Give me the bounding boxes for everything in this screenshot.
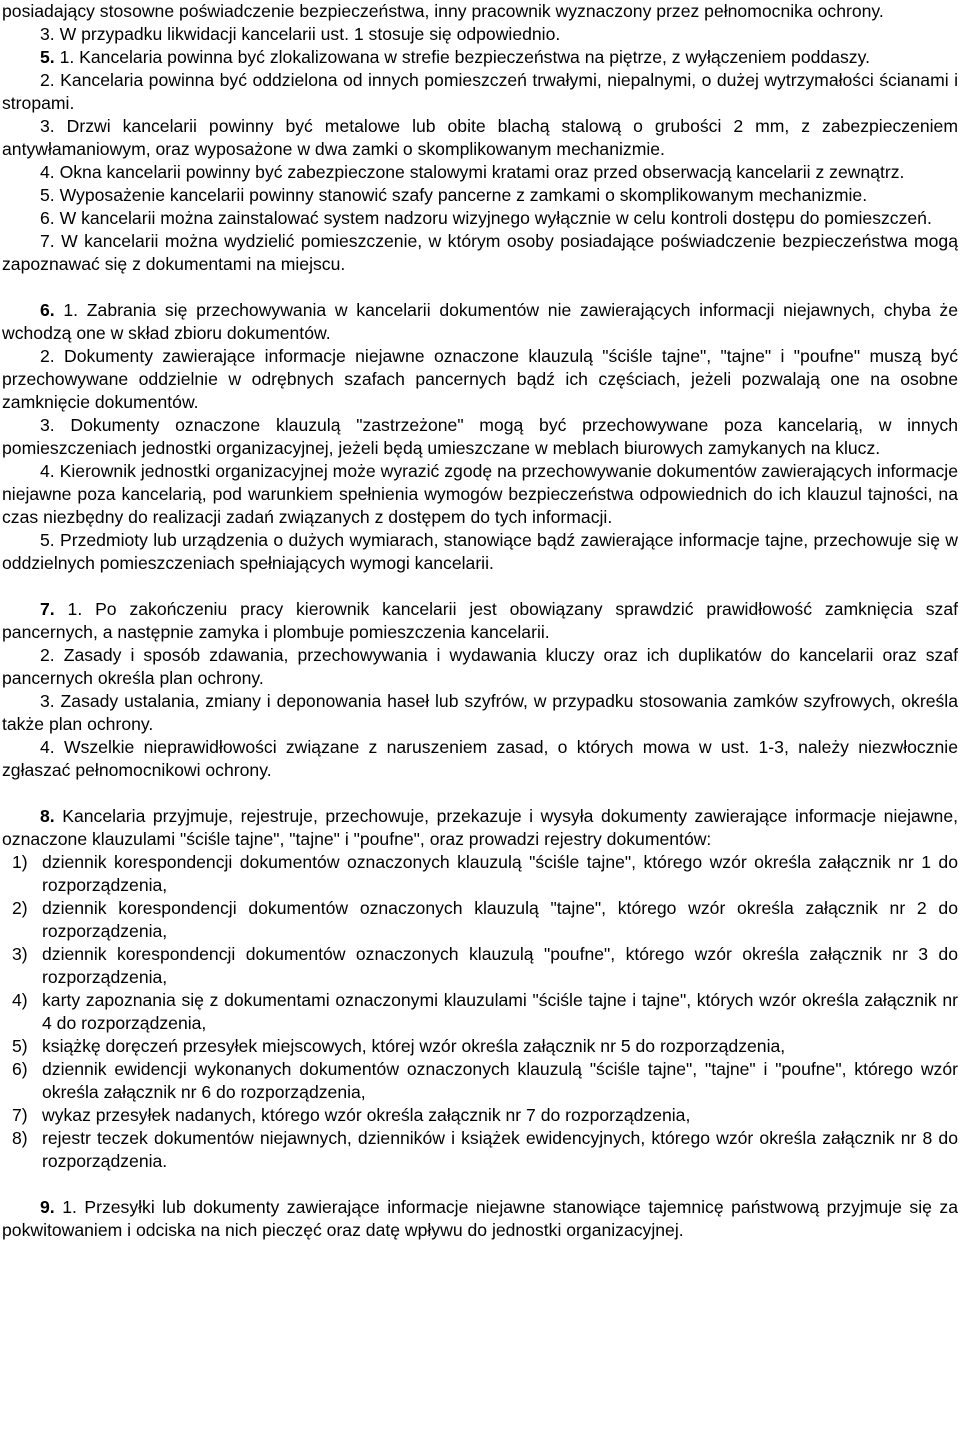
list-item-text: dziennik korespondencji dokumentów oznaczonych klauzulą "tajne", którego wzór określa załącznik nr 2 do rozporządzenia, [42,898,958,941]
paragraph [2,644,958,690]
list-item [2,851,958,897]
paragraph-text: Po zakończeniu pracy kierownik kancelarii jest obowiązany sprawdzić prawidłowość zamknięcia szaf pancernych, a następnie zamyka i plombuje pomieszczenia kancelarii. [2,599,958,642]
paragraph-text: Zasady ustalania, zmiany i deponowania haseł lub szyfrów, w przypadku stosowania zamków szyfrowych, określa także plan ochrony. [2,691,958,734]
list-item-number: 2) [12,898,28,918]
paragraph-text: Drzwi kancelarii powinny być metalowe lub obite blachą stalową o grubości 2 mm, z zabezpieczeniem antywłamaniowym, oraz wyposażone w dwa zamki o skomplikowanym mechanizmie. [2,116,958,159]
paragraph [2,414,958,460]
paragraph [2,598,958,644]
paragraph-text: Zabrania się przechowywania w kancelarii dokumentów nie zawierających informacji niejawnych, chyba że wchodzą one w skład zbioru dokumentów. [2,300,959,343]
paragraph [2,690,958,736]
paragraph [2,184,958,207]
paragraph-text: Kierownik jednostki organizacyjnej może wyrazić zgodę na przechowywanie dokumentów zawierających informacje niejawne poza kancelarią, pod warunkiem spełnienia wymogów bezpieczeństwa odpowiednich do ich klauzul tajności, na czas niezbędny do realizacji zadań związanych z dostępem do tych informacji. [2,461,958,527]
clause-number: 2. [40,70,55,90]
paragraph [2,345,958,414]
paragraph-text: Zasady i sposób zdawania, przechowywania i wydawania kluczy oraz ich duplikatów do kancelarii oraz szaf pancernych określa plan ochrony. [2,645,958,688]
clause-number: 2. [40,645,55,665]
list-item-text: dziennik korespondencji dokumentów oznaczonych klauzulą "poufne", którego wzór określa załącznik nr 3 do rozporządzenia, [42,944,958,987]
paragraph [2,115,958,161]
paragraph-text: Okna kancelarii powinny być zabezpieczone stalowymi kratami oraz przed obserwacją kancelarii z zewnątrz. [54,162,905,182]
clause-number: 3. [40,691,55,711]
paragraph-text: Dokumenty zawierające informacje niejawne oznaczone klauzulą "ściśle tajne", "tajne" i "poufne" muszą być przechowywane oddzielnie w odrębnych szafach pancernych bądź ich częściach, jeżeli pozwalają one na osobne zamknięcie dokumentów. [2,346,958,412]
clause-number: 3. [40,116,55,136]
section-number: 9. [40,1197,55,1217]
list-item-number: 6) [12,1059,28,1079]
list-item-text: dziennik korespondencji dokumentów oznaczonych klauzulą "ściśle tajne", którego wzór określa załącznik nr 1 do rozporządzenia, [42,852,958,895]
paragraph [2,1196,958,1242]
paragraph-text: W kancelarii można zainstalować system nadzoru wizyjnego wyłącznie w celu kontroli dostępu do pomieszczeń. [54,208,932,228]
section-spacer [2,276,958,299]
clause-number: 1. [54,300,79,320]
list-item-text: karty zapoznania się z dokumentami oznaczonymi klauzulami "ściśle tajne i tajne", których wzór określa załącznik nr 4 do rozporządzenia, [42,990,958,1033]
section-s7 [2,575,958,782]
document-page [2,0,958,1242]
section-spacer [2,782,958,805]
paragraph [2,46,958,69]
paragraph-text: posiadający stosowne poświadczenie bezpieczeństwa, inny pracownik wyznaczony przez pełnomocnika ochrony. [2,1,884,21]
section-s8 [2,782,958,1173]
paragraph-text: Przedmioty lub urządzenia o dużych wymiarach, stanowiące bądź zawierające informacje tajne, przechowuje się w oddzielnych pomieszczeniach spełniających wymogi kancelarii. [2,530,958,573]
list-item-text: wykaz przesyłek nadanych, którego wzór określa załącznik nr 7 do rozporządzenia, [42,1105,691,1125]
paragraph-text: W przypadku likwidacji kancelarii ust. 1 stosuje się odpowiednio. [54,24,561,44]
section-number: 7. [40,599,55,619]
clause-number: 4. [40,737,55,757]
paragraph-text: Wyposażenie kancelarii powinny stanowić szafy pancerne z zamkami o skomplikowanym mechanizmie. [54,185,868,205]
paragraph [2,207,958,230]
section-s6 [2,276,958,575]
paragraph-text: Dokumenty oznaczone klauzulą "zastrzeżone" mogą być przechowywane poza kancelarią, w innych pomieszczeniach jednostki organizacyjnej, jeżeli będą umieszczane w meblach biurowych zamykanych na klucz. [2,415,958,458]
list-item [2,989,958,1035]
list-item-number: 4) [12,990,28,1010]
paragraph [2,23,958,46]
clause-number: 2. [40,346,55,366]
clause-number: 5. [40,185,55,205]
list-item-number: 7) [12,1105,28,1125]
section-spacer [2,1173,958,1196]
list-item [2,1035,958,1058]
list-item [2,1058,958,1104]
list-item-text: książkę doręczeń przesyłek miejscowych, której wzór określa załącznik nr 5 do rozporządzenia, [42,1036,786,1056]
paragraph [2,230,958,276]
paragraph-text: Przesyłki lub dokumenty zawierające informacje niejawne stanowiące tajemnicę państwową przyjmuje się za pokwitowaniem i odciska na nich pieczęć oraz datę wpływu do jednostki organizacyjnej. [2,1197,959,1240]
paragraph [2,529,958,575]
section-spacer [2,575,958,598]
paragraph [2,805,958,851]
section-s4-tail [2,0,958,46]
section-number: 5. [40,47,55,67]
list-item-number: 3) [12,944,28,964]
section-s5 [2,46,958,276]
list-item [2,1104,958,1127]
paragraph [2,299,958,345]
clause-number: 1. [54,1197,77,1217]
paragraph-text: Kancelaria przyjmuje, rejestruje, przechowuje, przekazuje i wysyła dokumenty zawierające informacje niejawne, oznaczone klauzulami "ściśle tajne", "tajne" i "poufne", oraz prowadzi rejestry dokumentów: [2,806,958,849]
section-number: 8. [40,806,55,826]
paragraph [2,736,958,782]
list-item-text: dziennik ewidencji wykonanych dokumentów oznaczonych klauzulą "ściśle tajne", "tajne" i "poufne", którego wzór określa załącznik nr 6 do rozporządzenia, [42,1059,958,1102]
clause-number: 6. [40,208,55,228]
section-number: 6. [40,300,55,320]
section-s9 [2,1173,958,1242]
list-item [2,1127,958,1173]
list-item [2,897,958,943]
clause-number: 4. [40,162,55,182]
registers-list [2,851,958,1173]
list-item-number: 5) [12,1036,28,1056]
paragraph [2,460,958,529]
clause-number: 4. [40,461,55,481]
paragraph-text: W kancelarii można wydzielić pomieszczenie, w którym osoby posiadające poświadczenie bezpieczeństwa mogą zapoznawać się z dokumentami na miejscu. [2,231,958,274]
clause-number: 1. [54,47,75,67]
clause-number: 3. [40,415,55,435]
list-item-number: 1) [12,852,28,872]
clause-number: 7. [40,231,55,251]
clause-number: 5. [40,530,55,550]
clause-number: 1. [54,599,83,619]
paragraph [2,161,958,184]
clause-number: 3. [40,24,55,44]
paragraph [2,0,958,23]
list-item-number: 8) [12,1128,28,1148]
paragraph-text: Wszelkie nieprawidłowości związane z naruszeniem zasad, o których mowa w ust. 1-3, należy niezwłocznie zgłaszać pełnomocnikowi ochrony. [2,737,958,780]
list-item-text: rejestr teczek dokumentów niejawnych, dzienników i książek ewidencyjnych, którego wzór określa załącznik nr 8 do rozporządzenia. [42,1128,958,1171]
paragraph-text: Kancelaria powinna być zlokalizowana w strefie bezpieczeństwa na piętrze, z wyłączeniem poddaszy. [74,47,870,67]
list-item [2,943,958,989]
paragraph-text: Kancelaria powinna być oddzielona od innych pomieszczeń trwałymi, niepalnymi, o dużej wytrzymałości ścianami i stropami. [2,70,958,113]
paragraph [2,69,958,115]
